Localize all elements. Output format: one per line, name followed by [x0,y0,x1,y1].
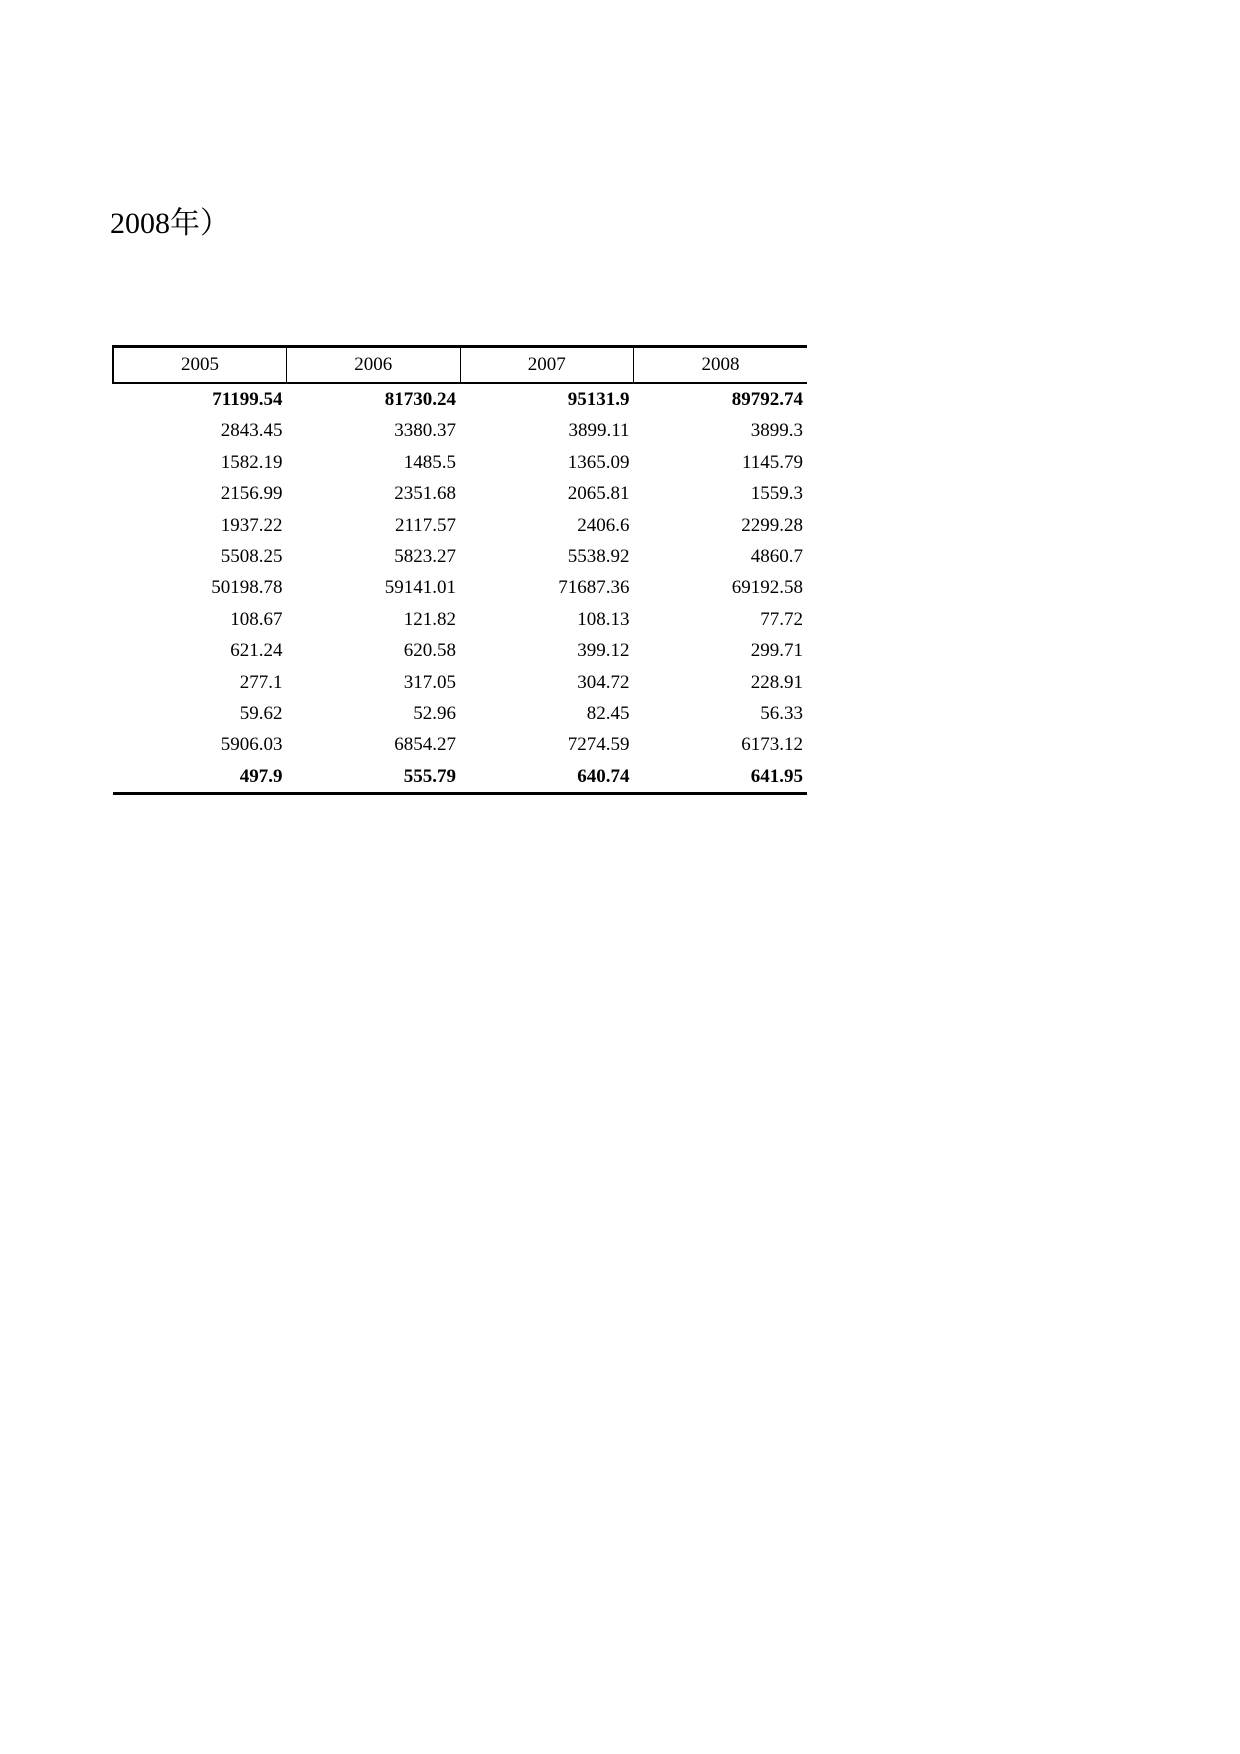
table-row [113,667,807,698]
table-cell: 5823.27 [394,546,456,568]
table-cell: 81730.24 [384,389,456,410]
table-cell: 1559.3 [750,483,803,505]
table-row [113,478,807,509]
table-cell: 1365.09 [567,451,630,473]
table-cell: 1582.19 [220,451,283,473]
table-cell: 1145.79 [741,451,803,473]
column-header-2005: 2005 [113,347,287,384]
table-row [113,447,807,478]
table-cell: 6173.12 [741,734,803,756]
table-row [113,541,807,572]
column-header-2006: 2006 [287,347,461,384]
table-row [113,415,807,446]
table-cell: 89792.74 [731,389,803,410]
column-header-2008: 2008 [634,347,808,384]
table-cell: 2065.81 [567,483,630,505]
table-row [113,729,807,760]
table-row [113,510,807,541]
table-header-row [113,347,807,384]
table-cell: 71687.36 [558,577,630,599]
table-cell: 399.12 [577,640,630,662]
table-row [113,698,807,729]
table-cell: 1485.5 [403,451,456,473]
table-cell: 2117.57 [394,514,456,536]
table-row [113,761,807,794]
table-cell: 3899.3 [750,420,803,442]
data-table-container [112,345,806,795]
table-cell: 277.1 [239,671,283,693]
table-cell: 59141.01 [384,577,456,599]
table-cell: 640.74 [460,761,634,794]
table-cell: 620.58 [403,640,456,662]
column-header-2007: 2007 [460,347,634,384]
table-cell: 5508.25 [220,546,283,568]
table-cell: 299.71 [750,640,803,662]
table-cell: 69192.58 [731,577,803,599]
table-cell: 108.67 [230,608,283,630]
table-cell: 6854.27 [394,734,456,756]
table-row [113,604,807,635]
table-cell: 50198.78 [211,577,283,599]
table-cell: 304.72 [577,671,630,693]
document-title: 2008年） [110,207,230,240]
table-body [113,383,807,794]
table-cell: 621.24 [230,640,283,662]
table-row [113,572,807,603]
table-cell: 3899.11 [568,420,630,442]
table-row [113,383,807,415]
table-cell: 7274.59 [567,734,630,756]
table-cell: 2406.6 [577,514,630,536]
table-cell: 52.96 [413,703,456,725]
table-cell: 108.13 [577,608,630,630]
table-cell: 497.9 [113,761,287,794]
table-cell: 2299.28 [741,514,803,536]
table-cell: 555.79 [287,761,461,794]
table-cell: 5906.03 [220,734,283,756]
table-cell: 641.95 [634,761,808,794]
table-cell: 4860.7 [750,546,803,568]
table-cell: 121.82 [403,608,456,630]
table-cell: 71199.54 [212,389,283,410]
table-cell: 1937.22 [220,514,283,536]
table-cell: 59.62 [239,703,283,725]
table-cell: 2156.99 [220,483,283,505]
table-cell: 5538.92 [567,546,630,568]
table-cell: 82.45 [586,703,630,725]
table-cell: 95131.9 [567,389,630,410]
table-row [113,635,807,666]
table-cell: 56.33 [760,703,803,725]
data-table [112,345,807,795]
table-cell: 2351.68 [394,483,456,505]
table-cell: 2843.45 [220,420,283,442]
table-cell: 3380.37 [394,420,456,442]
table-cell: 228.91 [750,671,803,693]
table-cell: 77.72 [760,608,803,630]
table-cell: 317.05 [403,671,456,693]
